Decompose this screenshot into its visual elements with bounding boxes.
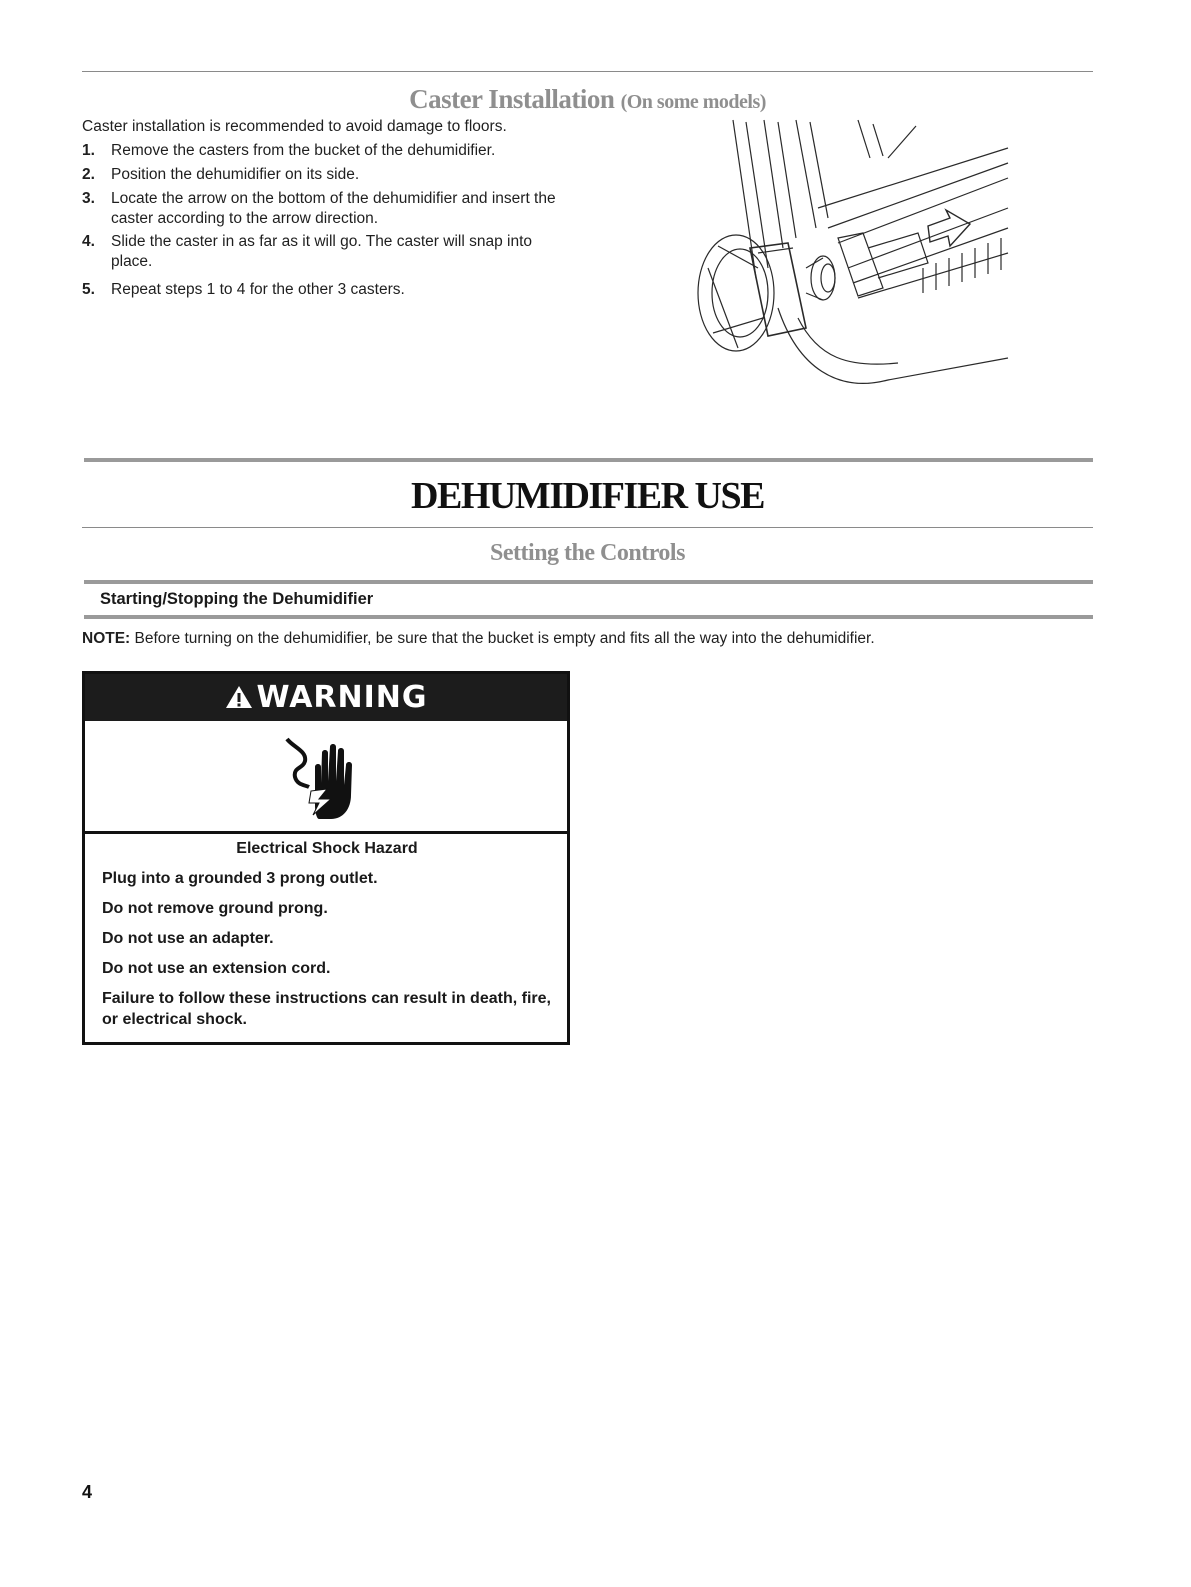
step-number: 2.	[82, 166, 95, 183]
warning-header	[85, 674, 567, 721]
warning-line: Failure to follow these instructions can result in death, fire, or electrical shock.	[102, 990, 551, 1028]
page-number: 4	[82, 1482, 93, 1502]
warning-text	[102, 840, 552, 1039]
warning-line: Do not use an extension cord.	[102, 960, 331, 977]
warning-line: Do not use an adapter.	[102, 930, 274, 947]
top-divider	[82, 71, 1093, 72]
step-number: 1.	[82, 142, 95, 159]
note-paragraph	[82, 630, 875, 648]
step-text: Repeat steps 1 to 4 for the other 3 casters.	[111, 281, 405, 298]
setting-controls-subtitle: Setting the Controls	[490, 540, 685, 566]
caster-title-subtitle: (On some models)	[620, 91, 766, 113]
electrical-shock-hand-icon	[281, 733, 361, 823]
step-number: 4.	[82, 233, 95, 250]
step-text: Locate the arrow on the bottom of the dehumidifier and insert the caster according to the arrow direction.	[111, 190, 556, 227]
note-label: NOTE:	[82, 630, 131, 647]
caster-intro: Caster installation is recommended to avoid damage to floors.	[82, 118, 507, 135]
warning-line: Do not remove ground prong.	[102, 900, 328, 917]
caster-installation-title	[0, 84, 1175, 115]
hazard-title: Electrical Shock Hazard	[236, 840, 418, 857]
step-number: 3.	[82, 190, 95, 207]
warning-box	[82, 671, 570, 1045]
warning-line: Plug into a grounded 3 prong outlet.	[102, 870, 378, 887]
section-title: DEHUMIDIFIER USE	[411, 475, 764, 517]
step-text: Position the dehumidifier on its side.	[111, 166, 360, 183]
warning-header-text: WARNING	[256, 680, 428, 715]
step-number: 5.	[82, 281, 95, 298]
warning-icon-area	[85, 721, 567, 834]
note-text: Before turning on the dehumidifier, be sure that the bucket is empty and fits all the way into the dehumidifier.	[130, 630, 875, 647]
step-text: Slide the caster in as far as it will go. The caster will snap into place.	[111, 233, 532, 270]
section-title-divider	[82, 527, 1093, 528]
warning-triangle-icon	[224, 684, 254, 710]
caster-illustration	[688, 118, 1018, 390]
subheading-bottom-rule	[84, 615, 1093, 619]
section-top-rule	[84, 458, 1093, 462]
starting-stopping-heading: Starting/Stopping the Dehumidifier	[100, 590, 374, 608]
caster-title-text: Caster Installation	[409, 84, 615, 114]
step-text: Remove the casters from the bucket of the dehumidifier.	[111, 142, 496, 159]
subheading-top-rule	[84, 580, 1093, 584]
